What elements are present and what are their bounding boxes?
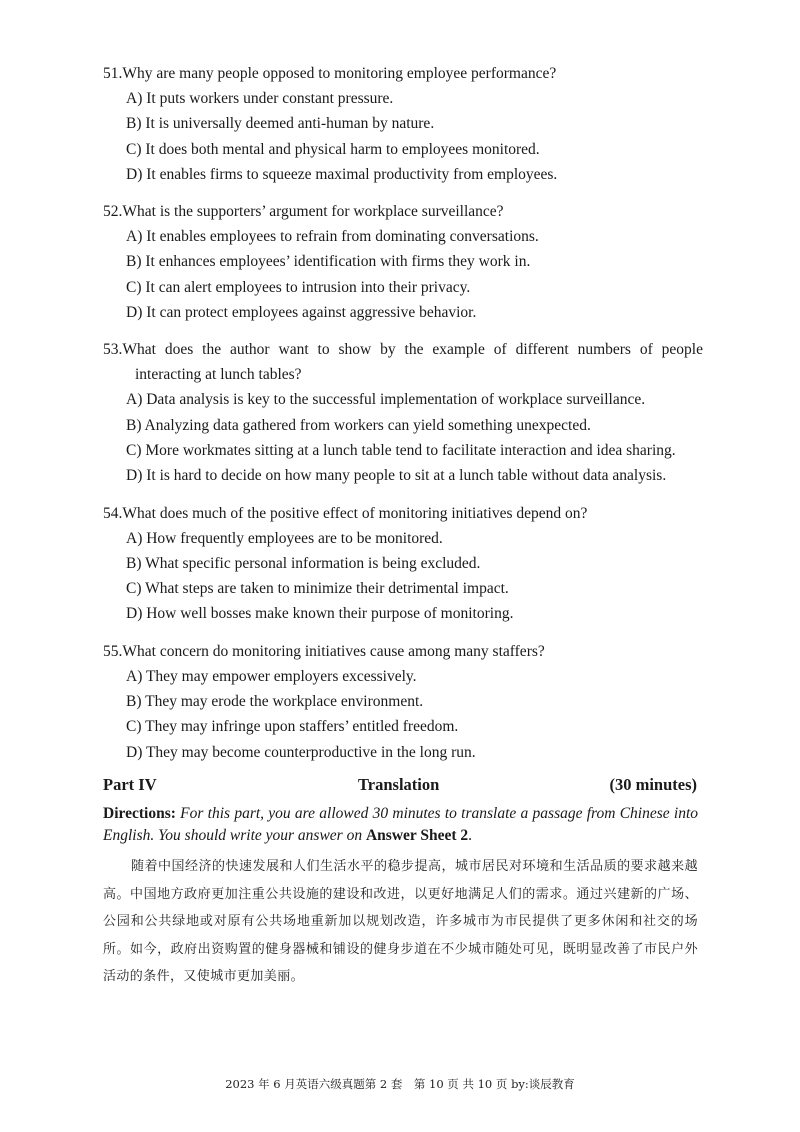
question-stem-continuation: interacting at lunch tables?: [135, 366, 302, 384]
question-55: [103, 639, 703, 765]
option-c: C) They may infringe upon staffers’ entitled freedom.: [126, 718, 459, 736]
option-d: D) It enables firms to squeeze maximal productivity from employees.: [126, 165, 558, 183]
option-d: D) How well bosses make known their purpose of monitoring.: [126, 605, 514, 623]
option-d: D) They may become counterproductive in the long run.: [126, 743, 476, 761]
question-53: [103, 337, 703, 488]
directions-text: For this part, you are allowed 30 minutes to translate a passage from Chinese into English. You should write your answer on: [103, 805, 699, 844]
option-a: A) They may empower employers excessively.: [126, 667, 417, 685]
option-c: C) It can alert employees to intrusion into their privacy.: [126, 278, 471, 296]
directions: [103, 803, 698, 847]
part-header: [103, 775, 697, 797]
page-footer: 2023 年 6 月英语六级真题第 2 套 第 10 页 共 10 页 by:谈辰教育: [225, 1077, 575, 1091]
answer-sheet-ref: Answer Sheet 2: [365, 827, 469, 844]
question-stem-line1: 53.What does the author want to show by the example of different numbers of people: [103, 341, 703, 359]
option-b: B) It is universally deemed anti-human by nature.: [126, 115, 435, 133]
part-time-limit: (30 minutes): [609, 775, 697, 794]
question-stem: 52.What is the supporters’ argument for workplace surveillance?: [103, 203, 504, 221]
question-52: [103, 199, 703, 325]
option-a: A) Data analysis is key to the successful implementation of workplace surveillance.: [126, 391, 646, 409]
question-51: [103, 61, 703, 187]
question-stem: 51.Why are many people opposed to monitoring employee performance?: [103, 65, 557, 82]
option-b: B) What specific personal information is being excluded.: [126, 554, 481, 572]
option-a: A) It enables employees to refrain from dominating conversations.: [126, 228, 539, 246]
option-c: C) What steps are taken to minimize their detrimental impact.: [126, 580, 509, 598]
option-c: C) It does both mental and physical harm to employees monitored.: [126, 140, 540, 158]
option-b: B) It enhances employees’ identification with firms they work in.: [126, 253, 531, 271]
question-stem: 55.What concern do monitoring initiatives cause among many staffers?: [103, 642, 545, 660]
question-stem: [103, 337, 703, 387]
translation-passage: 随着中国经济的快速发展和人们生活水平的稳步提高，城市居民对环境和生活品质的要求越来越高。中国地方政府更加注重公共设施的建设和改进，以更好地满足人们的需求。通过兴建新的广场、公园和公共绿地或对原有公共场地重新加以规划改造，许多城市为市民提供了更多休闲和社交的场所。如今，政府出资购置的健身器械和铺设的健身步道在不少城市随处可见，既明显改善了市民户外活动的条件，又使城市更加美丽。: [103, 859, 698, 984]
directions-label: Directions:: [103, 805, 176, 822]
option-a: A) It puts workers under constant pressure.: [126, 90, 394, 107]
directions-end: .: [468, 827, 473, 844]
option-d: D) It is hard to decide on how many people to sit at a lunch table without data analysis.: [126, 467, 667, 485]
option-a: A) How frequently employees are to be monitored.: [126, 529, 443, 547]
option-b: B) They may erode the workplace environment.: [126, 693, 424, 711]
part-title: Translation: [358, 775, 440, 794]
option-c: C) More workmates sitting at a lunch table tend to facilitate interaction and idea sharing.: [126, 441, 676, 459]
option-b: B) Analyzing data gathered from workers can yield something unexpected.: [126, 416, 591, 434]
option-d: D) It can protect employees against aggressive behavior.: [126, 304, 477, 322]
question-54: [103, 501, 703, 627]
part-number: Part IV: [103, 775, 157, 794]
question-stem: 54.What does much of the positive effect of monitoring initiatives depend on?: [103, 504, 588, 522]
question-list: [103, 61, 703, 777]
